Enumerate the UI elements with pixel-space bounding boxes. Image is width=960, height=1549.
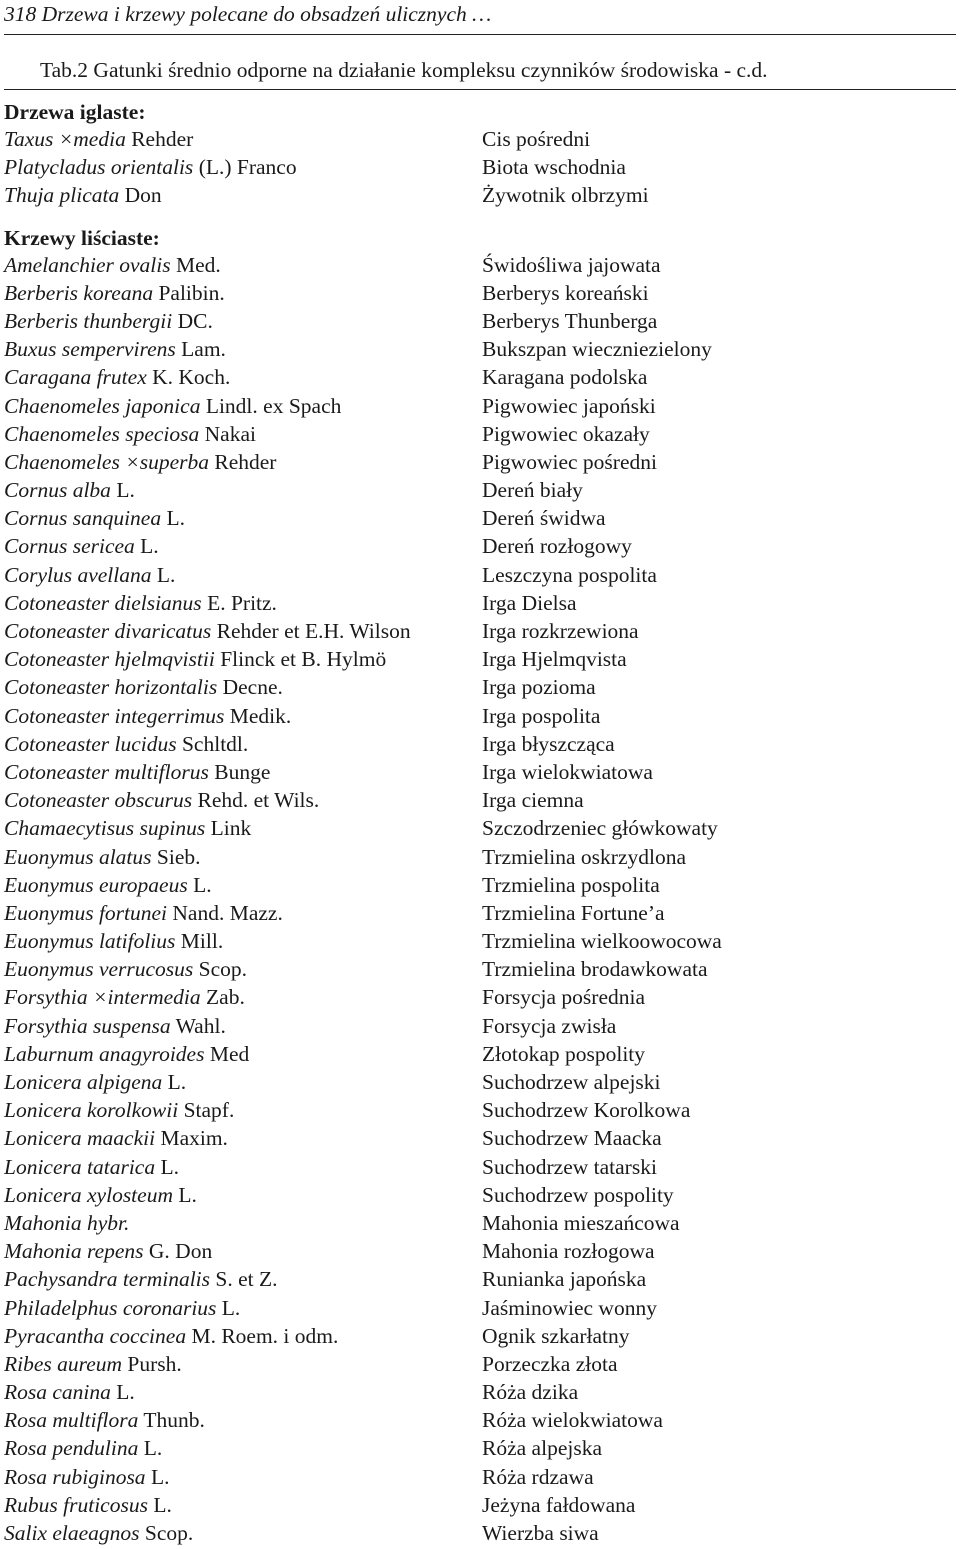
species-name: Platycladus orientalis <box>4 155 194 180</box>
species-author: Sieb. <box>151 844 201 869</box>
species-author: Schltdl. <box>176 731 249 756</box>
species-author: S. et Z. <box>210 1267 278 1292</box>
latin-name <box>4 363 230 391</box>
species-author: Thunb. <box>138 1408 205 1433</box>
species-name: Cornus sericea <box>4 534 135 559</box>
species-name: Euonymus alatus <box>4 844 152 869</box>
table-title: Tab.2 Gatunki średnio odporne na działanie kompleksu czynników środowiska - c.d. <box>40 58 768 82</box>
polish-name: Irga rozkrzewiona <box>482 619 639 643</box>
polish-name: Bukszpan wieczniezielony <box>482 337 712 362</box>
table-row <box>0 1181 960 1209</box>
table-row <box>0 251 960 279</box>
polish-name: Mahonia rozłogowa <box>482 1239 655 1264</box>
table-row <box>0 843 960 871</box>
polish-name: Róża dzika <box>482 1380 579 1405</box>
latin-name <box>4 1378 135 1406</box>
polish-name: Berberys koreański <box>482 280 649 305</box>
species-author: Wahl. <box>170 1013 226 1038</box>
species-author: DC. <box>172 308 213 333</box>
table-row <box>0 561 960 589</box>
table-row <box>0 955 960 983</box>
species-name: Cotoneaster divaricatus <box>4 619 212 643</box>
species-name: Cotoneaster dielsianus <box>4 590 202 615</box>
species-author: L. <box>187 872 212 897</box>
species-name: Pyracantha coccinea <box>4 1323 187 1348</box>
table-row <box>0 1406 960 1434</box>
species-author: Rehd. et Wils. <box>192 788 320 813</box>
polish-name: Suchodrzew Korolkowa <box>482 1098 691 1123</box>
latin-name <box>4 125 193 153</box>
latin-name <box>4 1153 179 1181</box>
species-name: Cornus alba <box>4 478 111 503</box>
species-name: Euonymus verrucosus <box>4 957 194 982</box>
polish-name: Karagana podolska <box>482 365 648 390</box>
polish-name: Irga pospolita <box>482 703 601 728</box>
table-row <box>0 730 960 758</box>
species-author: Scop. <box>139 1521 194 1545</box>
table-row <box>0 1378 960 1406</box>
table-row <box>0 420 960 448</box>
latin-name <box>4 1434 162 1462</box>
species-author: Medik. <box>224 703 292 728</box>
species-author: M. Roem. i odm. <box>186 1323 339 1348</box>
species-name: Euonymus fortunei <box>4 900 168 925</box>
latin-name <box>4 1519 193 1547</box>
species-name: Lonicera xylosteum <box>4 1182 173 1207</box>
species-name: Chamaecytisus supinus <box>4 816 206 841</box>
table-row <box>0 786 960 814</box>
table-row <box>0 702 960 730</box>
species-name: Rosa pendulina <box>4 1436 139 1461</box>
species-name: Rosa multiflora <box>4 1408 139 1433</box>
latin-name <box>4 476 135 504</box>
table-row <box>0 871 960 899</box>
latin-name <box>4 1322 338 1350</box>
table-row <box>0 532 960 560</box>
table-row <box>0 153 960 181</box>
group-gap <box>0 210 960 220</box>
group-heading-label: Krzewy liściaste: <box>4 225 160 250</box>
latin-name <box>4 758 270 786</box>
species-author: (L.) Franco <box>193 155 297 180</box>
table-row <box>0 363 960 391</box>
latin-name <box>4 983 245 1011</box>
table-row <box>0 1265 960 1293</box>
species-author: Decne. <box>217 675 283 700</box>
species-author: Lam. <box>175 337 226 362</box>
group-heading <box>0 94 960 125</box>
species-author: L. <box>162 1070 187 1094</box>
polish-name: Trzmielina Fortune’a <box>482 900 665 925</box>
species-author: G. Don <box>143 1239 213 1264</box>
table-row <box>0 1209 960 1237</box>
latin-name <box>4 589 277 617</box>
latin-name <box>4 1294 240 1322</box>
polish-name: Irga Hjelmqvista <box>482 647 627 672</box>
species-author: L. <box>134 534 159 559</box>
table-row <box>0 758 960 786</box>
table-row <box>0 335 960 363</box>
polish-name: Suchodrzew pospolity <box>482 1182 674 1207</box>
latin-name <box>4 153 297 181</box>
species-name: Forsythia suspensa <box>4 1013 171 1038</box>
polish-name: Trzmielina brodawkowata <box>482 957 708 982</box>
polish-name: Pigwowiec okazały <box>482 421 650 446</box>
table-row <box>0 1434 960 1462</box>
table-row <box>0 1237 960 1265</box>
species-name: Berberis koreana <box>4 280 154 305</box>
species-name: Euonymus latifolius <box>4 929 176 954</box>
latin-name <box>4 786 319 814</box>
group-heading <box>0 220 960 251</box>
latin-name <box>4 1237 212 1265</box>
species-table <box>0 94 960 1547</box>
latin-name <box>4 1350 182 1378</box>
table-row <box>0 448 960 476</box>
species-author: Pursh. <box>122 1351 182 1376</box>
species-name: Chaenomeles ×superba <box>4 449 209 474</box>
species-name: Mahonia repens <box>4 1239 144 1264</box>
latin-name <box>4 532 159 560</box>
species-author: Palibin. <box>153 280 225 305</box>
table-row <box>0 983 960 1011</box>
polish-name: Mahonia mieszańcowa <box>482 1210 680 1235</box>
latin-name <box>4 1406 205 1434</box>
polish-name: Wierzba siwa <box>482 1521 599 1545</box>
species-name: Euonymus europaeus <box>4 872 188 897</box>
species-author: Link <box>205 816 252 841</box>
table-row <box>0 1350 960 1378</box>
table-row <box>0 1040 960 1068</box>
polish-name: Pigwowiec pośredni <box>482 449 657 474</box>
species-name: Buxus sempervirens <box>4 337 176 362</box>
latin-name <box>4 561 175 589</box>
latin-name <box>4 420 256 448</box>
species-author: Med <box>204 1041 250 1066</box>
species-name: Philadelphus coronarius <box>4 1295 217 1320</box>
polish-name: Trzmielina oskrzydlona <box>482 844 687 869</box>
polish-name: Jeżyna fałdowana <box>482 1492 636 1517</box>
species-name: Mahonia hybr. <box>4 1210 130 1235</box>
latin-name <box>4 1209 129 1237</box>
species-name: Cornus sanquinea <box>4 506 162 531</box>
latin-name <box>4 1491 172 1519</box>
latin-name <box>4 1040 249 1068</box>
polish-name: Forsycja zwisła <box>482 1013 617 1038</box>
polish-name: Świdośliwa jajowata <box>482 252 661 277</box>
latin-name <box>4 927 223 955</box>
latin-name <box>4 448 276 476</box>
species-name: Lonicera korolkowii <box>4 1098 179 1123</box>
latin-name <box>4 1181 197 1209</box>
species-name: Chaenomeles speciosa <box>4 421 200 446</box>
table-row <box>0 1519 960 1547</box>
species-author: Mill. <box>175 929 224 954</box>
table-row <box>0 504 960 532</box>
species-author: Scop. <box>193 957 248 982</box>
species-name: Corylus avellana <box>4 562 152 587</box>
table-row <box>0 1096 960 1124</box>
latin-name <box>4 251 221 279</box>
table-row <box>0 1322 960 1350</box>
latin-name <box>4 181 162 209</box>
latin-name <box>4 335 226 363</box>
species-name: Rubus fruticosus <box>4 1492 148 1517</box>
table-row <box>0 1153 960 1181</box>
species-name: Caragana frutex <box>4 365 147 390</box>
polish-name: Żywotnik olbrzymi <box>482 183 649 208</box>
latin-name <box>4 730 248 758</box>
polish-name: Trzmielina wielkoowocowa <box>482 929 722 954</box>
polish-name: Suchodrzew alpejski <box>482 1070 661 1094</box>
species-author: L. <box>147 1492 172 1517</box>
species-name: Rosa canina <box>4 1380 111 1405</box>
table-row <box>0 589 960 617</box>
latin-name <box>4 843 201 871</box>
species-name: Cotoneaster horizontalis <box>4 675 218 700</box>
species-name: Taxus ×media <box>4 127 126 151</box>
polish-name: Irga pozioma <box>482 675 596 700</box>
species-author: Bunge <box>208 759 271 784</box>
species-name: Cotoneaster hjelmqvistii <box>4 647 215 672</box>
species-author: Med. <box>170 252 221 277</box>
species-author: L. <box>151 562 176 587</box>
latin-name <box>4 392 341 420</box>
latin-name <box>4 955 247 983</box>
latin-name <box>4 279 225 307</box>
species-author: L. <box>155 1154 179 1179</box>
species-author: L. <box>172 1182 197 1207</box>
species-name: Berberis thunbergii <box>4 308 173 333</box>
species-author: L. <box>161 506 185 531</box>
latin-name <box>4 702 291 730</box>
running-header: 318 Drzewa i krzewy polecane do obsadzeń ulicznych … <box>4 0 956 35</box>
species-author: K. Koch. <box>146 365 231 390</box>
species-name: Forsythia ×intermedia <box>4 985 201 1010</box>
polish-name: Berberys Thunberga <box>482 308 658 333</box>
polish-name: Irga ciemna <box>482 788 584 813</box>
table-row <box>0 181 960 209</box>
polish-name: Porzeczka złota <box>482 1351 618 1376</box>
species-author: Flinck et B. Hylmö <box>214 647 387 672</box>
table-row <box>0 476 960 504</box>
table-row <box>0 1491 960 1519</box>
polish-name: Dereń biały <box>482 478 583 503</box>
species-author: Nand. Mazz. <box>167 900 283 925</box>
species-name: Amelanchier ovalis <box>4 252 171 277</box>
latin-name <box>4 871 212 899</box>
species-name: Cotoneaster obscurus <box>4 788 193 813</box>
species-author: Stapf. <box>178 1098 235 1123</box>
polish-name: Złotokap pospolity <box>482 1041 646 1066</box>
species-name: Lonicera maackii <box>4 1126 156 1151</box>
polish-name: Jaśminowiec wonny <box>482 1295 657 1320</box>
latin-name <box>4 504 185 532</box>
latin-name <box>4 673 283 701</box>
table-row <box>0 814 960 842</box>
table-row <box>0 1068 960 1096</box>
table-row <box>0 1012 960 1040</box>
polish-name: Biota wschodnia <box>482 155 626 180</box>
polish-name: Irga błyszcząca <box>482 731 615 756</box>
species-author: E. Pritz. <box>201 590 277 615</box>
species-author: Lindl. ex Spach <box>200 393 342 418</box>
title-rule <box>4 89 956 90</box>
polish-name: Dereń rozłogowy <box>482 534 632 559</box>
species-name: Chaenomeles japonica <box>4 393 201 418</box>
species-author: Zab. <box>200 985 245 1010</box>
table-row <box>0 1463 960 1491</box>
polish-name: Ognik szkarłatny <box>482 1323 630 1348</box>
table-row <box>0 392 960 420</box>
table-row <box>0 307 960 335</box>
species-author: Nakai <box>199 421 256 446</box>
table-row <box>0 645 960 673</box>
table-row <box>0 927 960 955</box>
species-name: Laburnum anagyroides <box>4 1041 205 1066</box>
species-name: Salix elaeagnos <box>4 1521 140 1545</box>
species-author: Rehder <box>125 127 194 151</box>
polish-name: Dereń świdwa <box>482 506 606 531</box>
species-name: Lonicera tatarica <box>4 1154 156 1179</box>
species-author: Maxim. <box>155 1126 228 1151</box>
table-row <box>0 1294 960 1322</box>
latin-name <box>4 617 411 645</box>
species-name: Thuja plicata <box>4 183 120 208</box>
species-name: Cotoneaster multiflorus <box>4 759 209 784</box>
latin-name <box>4 1096 234 1124</box>
species-author: L. <box>145 1464 170 1489</box>
species-name: Pachysandra terminalis <box>4 1267 211 1292</box>
species-name: Lonicera alpigena <box>4 1070 163 1094</box>
polish-name: Suchodrzew tatarski <box>482 1154 657 1179</box>
polish-name: Trzmielina pospolita <box>482 872 660 897</box>
latin-name <box>4 1463 169 1491</box>
species-author: L. <box>110 1380 135 1405</box>
polish-name: Irga Dielsa <box>482 590 577 615</box>
latin-name <box>4 899 283 927</box>
species-name: Cotoneaster lucidus <box>4 731 177 756</box>
polish-name: Szczodrzeniec główkowaty <box>482 816 718 841</box>
latin-name <box>4 645 386 673</box>
latin-name <box>4 307 213 335</box>
polish-name: Runianka japońska <box>482 1267 647 1292</box>
species-author: L. <box>138 1436 163 1461</box>
species-author: Rehder <box>209 449 277 474</box>
polish-name: Róża rdzawa <box>482 1464 594 1489</box>
latin-name <box>4 1265 278 1293</box>
species-author: L. <box>216 1295 241 1320</box>
species-name: Ribes aureum <box>4 1351 123 1376</box>
polish-name: Cis pośredni <box>482 127 591 151</box>
table-row <box>0 125 960 153</box>
polish-name: Forsycja pośrednia <box>482 985 646 1010</box>
latin-name <box>4 1124 228 1152</box>
table-row <box>0 899 960 927</box>
table-row <box>0 1124 960 1152</box>
polish-name: Róża alpejska <box>482 1436 602 1461</box>
species-name: Cotoneaster integerrimus <box>4 703 225 728</box>
table-row <box>0 279 960 307</box>
polish-name: Leszczyna pospolita <box>482 562 657 587</box>
latin-name <box>4 814 251 842</box>
polish-name: Róża wielokwiatowa <box>482 1408 663 1433</box>
species-name: Rosa rubiginosa <box>4 1464 146 1489</box>
polish-name: Suchodrzew Maacka <box>482 1126 662 1151</box>
polish-name: Irga wielokwiatowa <box>482 759 653 784</box>
species-author: Don <box>119 183 162 208</box>
latin-name <box>4 1012 226 1040</box>
species-author: Rehder et E.H. Wilson <box>211 619 411 643</box>
species-author: L. <box>110 478 135 503</box>
latin-name <box>4 1068 186 1096</box>
table-row <box>0 617 960 645</box>
group-heading-label: Drzewa iglaste: <box>4 100 146 124</box>
table-row <box>0 673 960 701</box>
polish-name: Pigwowiec japoński <box>482 393 656 418</box>
